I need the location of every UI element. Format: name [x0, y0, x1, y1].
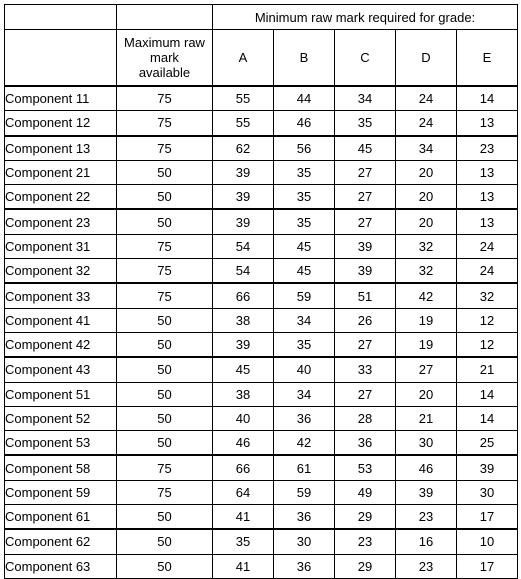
grade-e-cell: 17 [457, 554, 518, 578]
table-row [5, 332, 518, 357]
table-row [5, 406, 518, 430]
table-row [5, 357, 518, 382]
table-row [5, 431, 518, 456]
max-mark-cell: 50 [117, 382, 213, 406]
component-name: Component 12 [5, 111, 117, 136]
grade-d-cell: 23 [396, 505, 457, 530]
grade-e-cell: 13 [457, 160, 518, 184]
component-name: Component 22 [5, 185, 117, 210]
grade-b-cell: 36 [274, 554, 335, 578]
grade-b-cell: 59 [274, 480, 335, 504]
max-mark-cell: 50 [117, 406, 213, 430]
grade-d-cell: 19 [396, 308, 457, 332]
grade-e-cell: 13 [457, 209, 518, 234]
grade-b-cell: 45 [274, 259, 335, 284]
grade-c-cell: 27 [335, 382, 396, 406]
component-name: Component 61 [5, 505, 117, 530]
grade-e-cell: 13 [457, 111, 518, 136]
max-mark-cell: 75 [117, 283, 213, 308]
table-row [5, 209, 518, 234]
grade-e-cell: 17 [457, 505, 518, 530]
grade-c-cell: 51 [335, 283, 396, 308]
grade-c-cell: 27 [335, 160, 396, 184]
grade-c-cell: 53 [335, 455, 396, 480]
grade-b-cell: 35 [274, 209, 335, 234]
corner-cell [5, 5, 117, 30]
grade-b-cell: 40 [274, 357, 335, 382]
max-mark-cell: 50 [117, 308, 213, 332]
max-mark-cell: 75 [117, 86, 213, 111]
grade-e-cell: 24 [457, 259, 518, 284]
grade-b-cell: 61 [274, 455, 335, 480]
grade-c-cell: 28 [335, 406, 396, 430]
grade-a-cell: 64 [213, 480, 274, 504]
component-name: Component 58 [5, 455, 117, 480]
table-row [5, 529, 518, 554]
grade-threshold-table-container [4, 4, 518, 579]
component-name: Component 31 [5, 234, 117, 258]
grade-c-cell: 29 [335, 554, 396, 578]
max-mark-cell: 50 [117, 554, 213, 578]
grade-c-cell: 26 [335, 308, 396, 332]
grade-b-cell: 56 [274, 136, 335, 161]
max-mark-cell: 75 [117, 259, 213, 284]
max-mark-header [117, 30, 213, 87]
grade-d-cell: 39 [396, 480, 457, 504]
grade-e-cell: 10 [457, 529, 518, 554]
table-row [5, 111, 518, 136]
max-mark-cell: 75 [117, 136, 213, 161]
grade-c-cell: 33 [335, 357, 396, 382]
component-name: Component 21 [5, 160, 117, 184]
corner-cell-lower [5, 30, 117, 87]
max-mark-cell: 50 [117, 357, 213, 382]
component-name: Component 52 [5, 406, 117, 430]
grade-a-cell: 66 [213, 455, 274, 480]
component-name: Component 62 [5, 529, 117, 554]
grade-b-cell: 44 [274, 86, 335, 111]
grade-e-cell: 24 [457, 234, 518, 258]
grade-e-cell: 12 [457, 308, 518, 332]
grade-header-e: E [457, 30, 518, 87]
grade-d-cell: 30 [396, 431, 457, 456]
grade-b-cell: 35 [274, 332, 335, 357]
max-label-line-2: mark [150, 50, 179, 65]
table-row [5, 505, 518, 530]
table-row [5, 160, 518, 184]
component-name: Component 32 [5, 259, 117, 284]
grade-c-cell: 36 [335, 431, 396, 456]
grade-e-cell: 25 [457, 431, 518, 456]
grade-c-cell: 34 [335, 86, 396, 111]
max-header-top [117, 5, 213, 30]
max-mark-cell: 50 [117, 185, 213, 210]
grade-c-cell: 27 [335, 209, 396, 234]
grade-e-cell: 13 [457, 185, 518, 210]
grade-d-cell: 16 [396, 529, 457, 554]
grade-a-cell: 39 [213, 332, 274, 357]
table-row [5, 185, 518, 210]
grade-c-cell: 39 [335, 259, 396, 284]
max-mark-cell: 75 [117, 455, 213, 480]
grade-a-cell: 45 [213, 357, 274, 382]
grade-b-cell: 46 [274, 111, 335, 136]
grade-b-cell: 34 [274, 308, 335, 332]
component-name: Component 63 [5, 554, 117, 578]
grade-e-cell: 30 [457, 480, 518, 504]
grade-a-cell: 54 [213, 234, 274, 258]
grade-b-cell: 35 [274, 185, 335, 210]
table-row [5, 234, 518, 258]
grade-d-cell: 46 [396, 455, 457, 480]
table-row [5, 283, 518, 308]
component-name: Component 11 [5, 86, 117, 111]
grade-d-cell: 23 [396, 554, 457, 578]
grade-header-b: B [274, 30, 335, 87]
grade-c-cell: 27 [335, 185, 396, 210]
grade-b-cell: 42 [274, 431, 335, 456]
grade-e-cell: 21 [457, 357, 518, 382]
component-name: Component 53 [5, 431, 117, 456]
grade-d-cell: 21 [396, 406, 457, 430]
grade-c-cell: 35 [335, 111, 396, 136]
grade-d-cell: 24 [396, 111, 457, 136]
grade-b-cell: 59 [274, 283, 335, 308]
table-row [5, 136, 518, 161]
grade-b-cell: 36 [274, 406, 335, 430]
max-mark-cell: 50 [117, 332, 213, 357]
grade-c-cell: 45 [335, 136, 396, 161]
grade-d-cell: 20 [396, 382, 457, 406]
grade-d-cell: 20 [396, 209, 457, 234]
max-mark-cell: 50 [117, 160, 213, 184]
grade-e-cell: 14 [457, 382, 518, 406]
grade-b-cell: 34 [274, 382, 335, 406]
grade-header-a: A [213, 30, 274, 87]
grade-b-cell: 36 [274, 505, 335, 530]
grade-e-cell: 32 [457, 283, 518, 308]
max-mark-cell: 50 [117, 209, 213, 234]
component-name: Component 23 [5, 209, 117, 234]
grade-c-cell: 49 [335, 480, 396, 504]
max-mark-cell: 75 [117, 111, 213, 136]
grade-threshold-table [4, 4, 518, 579]
component-name: Component 51 [5, 382, 117, 406]
table-row [5, 480, 518, 504]
grade-d-cell: 20 [396, 185, 457, 210]
grade-c-cell: 39 [335, 234, 396, 258]
grade-a-cell: 39 [213, 209, 274, 234]
grade-header-c: C [335, 30, 396, 87]
grade-c-cell: 23 [335, 529, 396, 554]
component-name: Component 43 [5, 357, 117, 382]
grade-a-cell: 55 [213, 111, 274, 136]
table-row [5, 455, 518, 480]
grade-c-cell: 29 [335, 505, 396, 530]
grade-a-cell: 38 [213, 308, 274, 332]
grade-d-cell: 42 [396, 283, 457, 308]
grade-title: Minimum raw mark required for grade: [213, 5, 518, 30]
grade-b-cell: 45 [274, 234, 335, 258]
grade-d-cell: 19 [396, 332, 457, 357]
component-name: Component 42 [5, 332, 117, 357]
table-row [5, 259, 518, 284]
grade-a-cell: 40 [213, 406, 274, 430]
max-label-line-1: Maximum raw [124, 35, 205, 50]
grade-d-cell: 24 [396, 86, 457, 111]
grade-d-cell: 20 [396, 160, 457, 184]
grade-a-cell: 35 [213, 529, 274, 554]
grade-a-cell: 39 [213, 160, 274, 184]
grade-e-cell: 14 [457, 86, 518, 111]
grade-d-cell: 34 [396, 136, 457, 161]
grade-a-cell: 55 [213, 86, 274, 111]
grade-c-cell: 27 [335, 332, 396, 357]
grade-d-cell: 27 [396, 357, 457, 382]
grade-a-cell: 38 [213, 382, 274, 406]
grade-a-cell: 41 [213, 554, 274, 578]
max-label-line-3: available [138, 65, 191, 80]
grade-a-cell: 46 [213, 431, 274, 456]
grade-e-cell: 14 [457, 406, 518, 430]
component-name: Component 41 [5, 308, 117, 332]
component-name: Component 13 [5, 136, 117, 161]
grade-a-cell: 39 [213, 185, 274, 210]
max-mark-cell: 75 [117, 234, 213, 258]
grade-d-cell: 32 [396, 234, 457, 258]
max-mark-cell: 50 [117, 431, 213, 456]
grade-a-cell: 54 [213, 259, 274, 284]
grade-b-cell: 30 [274, 529, 335, 554]
grade-a-cell: 41 [213, 505, 274, 530]
grade-e-cell: 12 [457, 332, 518, 357]
grade-a-cell: 66 [213, 283, 274, 308]
component-name: Component 59 [5, 480, 117, 504]
table-body [5, 86, 518, 578]
grade-d-cell: 32 [396, 259, 457, 284]
grade-header-d: D [396, 30, 457, 87]
component-name: Component 33 [5, 283, 117, 308]
grade-e-cell: 39 [457, 455, 518, 480]
grade-e-cell: 23 [457, 136, 518, 161]
max-mark-cell: 75 [117, 480, 213, 504]
table-row [5, 86, 518, 111]
table-row [5, 308, 518, 332]
table-row [5, 554, 518, 578]
table-row [5, 382, 518, 406]
grade-a-cell: 62 [213, 136, 274, 161]
grade-b-cell: 35 [274, 160, 335, 184]
max-mark-cell: 50 [117, 505, 213, 530]
max-mark-cell: 50 [117, 529, 213, 554]
